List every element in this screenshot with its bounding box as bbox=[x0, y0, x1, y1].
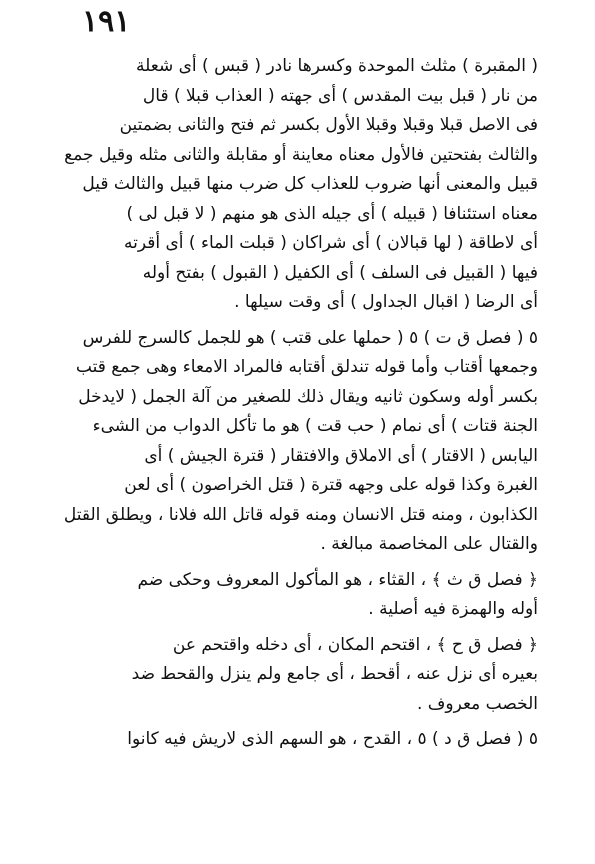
text-line: الجنة قتات ) أى نمام ( حب قت ) هو ما تأكل الدواب من الشىء bbox=[92, 416, 538, 436]
text-line: ٥ ( فصل ق د ) ٥ ، القدح ، هو السهم الذى لاريش فيه كانوا bbox=[127, 729, 538, 749]
text-line: وجمعها أقتاب وأما قوله تندلق أقتابه فالمراد الامعاء وهى جمع قتب bbox=[75, 357, 538, 377]
text-line: الخصب معروف . bbox=[416, 693, 538, 714]
text-line: من نار ( قبل بيت المقدس ) أى جهته ( العذاب قبلا ) قال bbox=[142, 85, 538, 106]
text-line: اليابس ( الاقتار ) أى الاملاق والافتقار ( قترة الجيش ) أى bbox=[144, 445, 538, 466]
paragraph bbox=[60, 725, 538, 755]
text-line: ٥ ( فصل ق ت ) ٥ ( حملها على قتب ) هو للجمل كالسرج للفرس bbox=[82, 327, 538, 348]
text-line: ( المقبرة ) مثلث الموحدة وكسرها نادر ( قبس ) أى شعلة bbox=[136, 56, 538, 76]
page-number: ١٩١ bbox=[82, 4, 131, 39]
body-text bbox=[60, 52, 538, 761]
text-line: أوله والهمزة فيه أصلية . bbox=[368, 599, 538, 619]
text-line: الكذابون ، ومنه قتل الانسان ومنه قوله قاتل الله فلانا ، ويطلق القتل bbox=[63, 504, 538, 525]
text-line: والثالث بفتحتين فالأول معناه معاينة أو مقابلة والثانى مثله وقيل جمع bbox=[64, 144, 538, 165]
text-line: ﴿ فصل ق ح ﴾ ، اقتحم المكان ، أى دخله واقتحم عن bbox=[172, 634, 538, 655]
text-line: بكسر أوله وسكون ثانيه ويقال ذلك للصغير من آلة الجمل ( لايدخل bbox=[78, 386, 538, 407]
text-line: فيها ( القبيل فى السلف ) أى الكفيل ( القبول ) بفتح أوله bbox=[142, 262, 538, 283]
text-line: معناه استئنافا ( قبيله ) أى جيله الذى هو منهم ( لا قبل لى ) bbox=[126, 203, 538, 224]
paragraph bbox=[60, 566, 538, 625]
text-line: فى الاصل قبلا وقبلا وقبلا الأول بكسر ثم فتح والثانى بضمتين bbox=[119, 115, 538, 135]
text-line: قبيل والمعنى أنها ضروب للعذاب كل ضرب منها قبيل والثالث قيل bbox=[82, 174, 538, 194]
text-line: ﴿ فصل ق ث ﴾ ، القثاء ، هو المأكول المعروف وحكى ضم bbox=[137, 569, 538, 590]
text-line: والقتال على المخاصمة مبالغة . bbox=[320, 534, 538, 554]
text-line: أى لاطاقة ( لها قبالان ) أى شراكان ( قبلت الماء ) أى أقرته bbox=[124, 233, 538, 253]
text-line: الغبرة وكذا قوله على وجهه قترة ( قتل الخراصون ) أى لعن bbox=[124, 475, 538, 495]
paragraph bbox=[60, 324, 538, 560]
text-line: بعيره أى نزل عنه ، أقحط ، أى جامع ولم ينزل والقحط ضد bbox=[131, 664, 538, 684]
paragraph bbox=[60, 631, 538, 720]
text-line: أى الرضا ( اقبال الجداول ) أى وقت سيلها . bbox=[234, 292, 538, 312]
paragraph bbox=[60, 52, 538, 318]
